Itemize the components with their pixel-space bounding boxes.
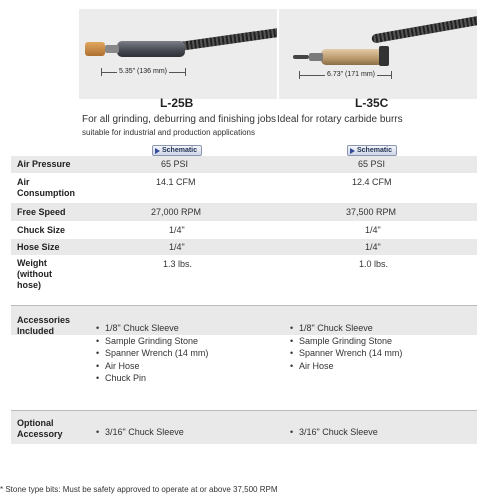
list-item: • 3/16" Chuck Sleeve: [96, 426, 184, 439]
schematic-button-label: Schematic: [357, 147, 393, 154]
spec-label: Air Pressure: [17, 159, 71, 169]
l35c-model-name: L-35C: [355, 96, 389, 110]
l25b-product-image: [79, 9, 277, 99]
spec-row-air-consumption: [11, 173, 477, 203]
list-item: • Spanner Wrench (14 mm): [290, 347, 402, 360]
l25b-optional-list: [96, 426, 184, 439]
l25b-spec-value: 27,000 RPM: [151, 207, 202, 217]
air-hose-graphic: [371, 15, 477, 43]
list-item: • Air Hose: [290, 360, 402, 373]
spec-label: Air Consumption: [17, 177, 75, 198]
list-item: • 3/16" Chuck Sleeve: [290, 426, 378, 439]
grinder-body-graphic: [321, 49, 383, 65]
l35c-optional-list: [290, 426, 378, 439]
l35c-spec-value: 1.0 lbs.: [359, 259, 389, 269]
l25b-subdescription: suitable for industrial and production applications: [82, 128, 255, 137]
l25b-dimension-label: 5.35" (136 mm): [119, 68, 168, 75]
spec-label: Weight (without hose): [17, 258, 52, 290]
l35c-spec-value: 1/4": [365, 242, 381, 252]
list-item: • Spanner Wrench (14 mm): [96, 347, 208, 360]
accessories-label: Accessories Included: [17, 315, 71, 336]
list-item: • Sample Grinding Stone: [290, 335, 402, 348]
l35c-schematic-button[interactable]: [347, 145, 397, 156]
l25b-model-name: L-25B: [160, 96, 194, 110]
spec-row-chuck-size: [11, 221, 477, 239]
l25b-description: For all grinding, deburring and finishing jobs: [82, 114, 277, 125]
list-item: • Chuck Pin: [96, 372, 208, 385]
grinder-collet-graphic: [309, 53, 323, 61]
play-arrow-icon: [350, 148, 355, 154]
spec-row-weight: [11, 255, 477, 295]
l25b-spec-value: 65 PSI: [161, 159, 189, 169]
l25b-spec-value: 1/4": [169, 225, 185, 235]
spec-row-hose-size: [11, 239, 477, 255]
l35c-dimension-label: 6.73" (171 mm): [327, 71, 376, 78]
spec-label: Chuck Size: [17, 225, 66, 235]
optional-accessory-label: Optional Accessory: [17, 418, 63, 439]
play-arrow-icon: [155, 148, 160, 154]
l25b-spec-value: 1/4": [169, 242, 185, 252]
grinder-fitting-graphic: [379, 46, 389, 66]
spec-label: Free Speed: [17, 207, 66, 217]
accessories-header-band: [11, 306, 477, 335]
spec-row-free-speed: [11, 203, 477, 221]
list-item: • 1/8" Chuck Sleeve: [96, 322, 208, 335]
l25b-spec-value: 14.1 CFM: [156, 177, 196, 187]
l35c-accessories-list: [290, 322, 402, 372]
spec-row-air-pressure: [11, 156, 477, 173]
l35c-spec-value: 37,500 RPM: [346, 207, 397, 217]
list-item: • Sample Grinding Stone: [96, 335, 208, 348]
l35c-product-image: [279, 9, 477, 99]
l35c-spec-value: 1/4": [365, 225, 381, 235]
l25b-schematic-button[interactable]: [152, 145, 202, 156]
l25b-spec-value: 1.3 lbs.: [163, 259, 193, 269]
air-hose-graphic: [174, 27, 277, 51]
footnote: * Stone type bits: Must be safety approved to operate at or above 37,500 RPM: [0, 485, 278, 494]
l35c-spec-value: 12.4 CFM: [352, 177, 392, 187]
l25b-accessories-list: [96, 322, 208, 385]
list-item: • 1/8" Chuck Sleeve: [290, 322, 402, 335]
optional-header-band: [11, 411, 477, 444]
l35c-description: Ideal for rotary carbide burrs: [277, 114, 403, 125]
grinder-collet-graphic: [105, 45, 119, 53]
spec-label: Hose Size: [17, 242, 60, 252]
carbide-burr-graphic: [293, 55, 309, 59]
schematic-button-label: Schematic: [162, 147, 198, 154]
grinder-body-graphic: [117, 41, 185, 57]
list-item: • Air Hose: [96, 360, 208, 373]
grinding-stone-graphic: [85, 42, 105, 56]
l35c-spec-value: 65 PSI: [358, 159, 386, 169]
